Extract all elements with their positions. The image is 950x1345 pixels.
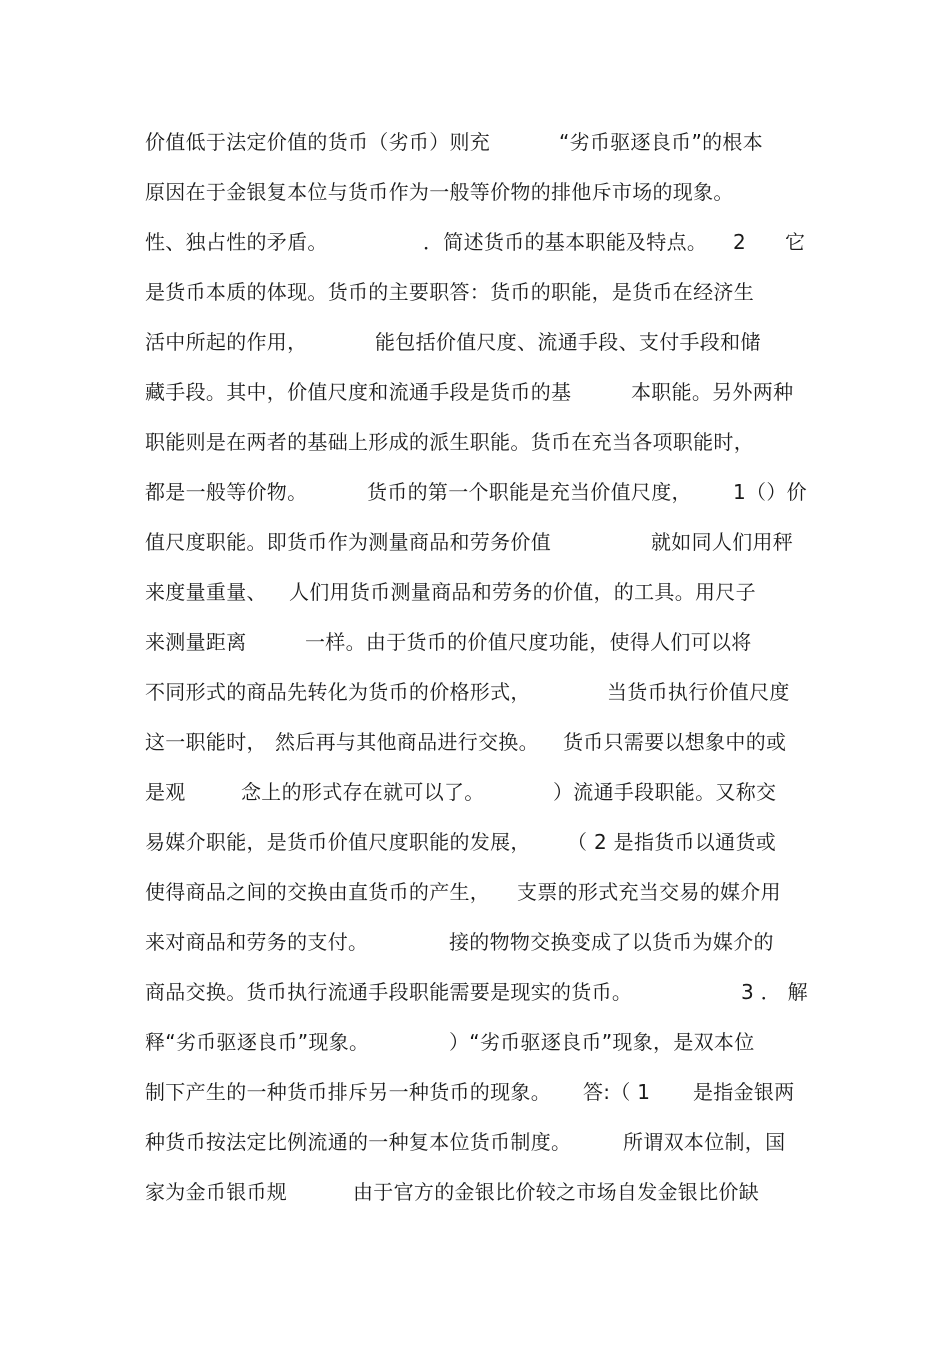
text-segment: 能包括价值尺度、流通手段、支付手段和储 <box>375 330 761 354</box>
text-segment: 答:（ 1 <box>583 1080 651 1104</box>
text-line-2 <box>145 177 815 207</box>
text-segment: 由于官方的金银比价较之市场自发金银比价缺 <box>353 1180 759 1204</box>
text-line-20 <box>145 1077 815 1107</box>
text-segment: 本职能。另外两种 <box>631 380 794 404</box>
text-segment: 接的物物交换变成了以货币为媒介的 <box>449 930 774 954</box>
text-line-5 <box>145 327 815 357</box>
text-segment: 性、独占性的矛盾。 <box>145 230 328 254</box>
text-segment: 种货币按法定比例流通的一种复本位货币制度。 <box>145 1130 572 1154</box>
text-segment: 家为金币银币规 <box>145 1180 288 1204</box>
text-segment: 价值低于法定价值的货币（劣币）则充 <box>145 130 491 154</box>
text-segment: 是指金银两 <box>693 1080 795 1104</box>
text-line-3 <box>145 227 815 257</box>
text-line-1 <box>145 127 815 157</box>
text-line-22 <box>145 1177 815 1207</box>
text-segment: 都是一般等价物。 <box>145 480 308 504</box>
text-segment: 念上的形式存在就可以了。 <box>241 780 485 804</box>
text-segment: 然后再与其他商品进行交换。 <box>275 730 539 754</box>
text-segment: 2 <box>733 230 747 254</box>
text-line-21 <box>145 1127 815 1157</box>
text-segment: 职能则是在两者的基础上形成的派生职能。货币在充当各项职能时， <box>145 430 754 454</box>
text-line-6 <box>145 377 815 407</box>
text-segment: 易媒介职能，是货币价值尺度职能的发展， <box>145 830 531 854</box>
text-line-15 <box>145 827 815 857</box>
text-line-8 <box>145 477 815 507</box>
text-segment: 1（）价 <box>733 480 807 504</box>
text-line-16 <box>145 877 815 907</box>
text-segment: ）“劣币驱逐良币”现象，是双本位 <box>449 1030 755 1054</box>
text-segment: 藏手段。其中，价值尺度和流通手段是货币的基 <box>145 380 572 404</box>
text-segment: 来对商品和劳务的支付。 <box>145 930 369 954</box>
text-segment: “劣币驱逐良币”的根本 <box>559 130 764 154</box>
text-segment: 这一职能时， <box>145 730 267 754</box>
text-segment: （ 2 是指货币以通货或 <box>567 830 777 854</box>
text-line-12 <box>145 677 815 707</box>
text-line-7 <box>145 427 815 457</box>
text-segment: 3 ． 解 <box>741 980 808 1004</box>
text-segment: 值尺度职能。即货币作为测量商品和劳务价值 <box>145 530 551 554</box>
text-line-13 <box>145 727 815 757</box>
text-segment: 货币只需要以想象中的或 <box>563 730 787 754</box>
text-segment: 活中所起的作用， <box>145 330 308 354</box>
text-line-18 <box>145 977 815 1007</box>
text-segment: 来度量重量、 <box>145 580 267 604</box>
text-line-4 <box>145 277 815 307</box>
text-segment: 一样。由于货币的价值尺度功能，使得人们可以将 <box>305 630 752 654</box>
text-segment: 制下产生的一种货币排斥另一种货币的现象。 <box>145 1080 551 1104</box>
text-segment: ）流通手段职能。又称交 <box>553 780 777 804</box>
text-line-9 <box>145 527 815 557</box>
text-segment: 所谓双本位制，国 <box>623 1130 786 1154</box>
text-segment: 商品交换。货币执行流通手段职能需要是现实的货币。 <box>145 980 633 1004</box>
text-segment: 不同形式的商品先转化为货币的价格形式， <box>145 680 531 704</box>
text-segment: 当货币执行价值尺度 <box>607 680 790 704</box>
text-segment: ．简述货币的基本职能及特点。 <box>423 230 708 254</box>
text-line-19 <box>145 1027 815 1057</box>
text-segment: 它 <box>785 230 806 254</box>
text-segment: 释“劣币驱逐良币”现象。 <box>145 1030 370 1054</box>
text-segment: 是观 <box>145 780 186 804</box>
text-segment: 人们用货币测量商品和劳务的价值，的工具。用尺子 <box>289 580 756 604</box>
text-segment: 来测量距离 <box>145 630 247 654</box>
text-line-17 <box>145 927 815 957</box>
text-segment: 使得商品之间的交换由直货币的产生， <box>145 880 491 904</box>
text-segment: 支票的形式充当交易的媒介用 <box>517 880 781 904</box>
text-segment: 就如同人们用秤 <box>651 530 794 554</box>
text-segment: 是货币本质的体现。货币的主要职答：货币的职能，是货币在经济生 <box>145 280 754 304</box>
text-line-11 <box>145 627 815 657</box>
text-segment: 原因在于金银复本位与货币作为一般等价物的排他斥市场的现象。 <box>145 180 734 204</box>
text-line-14 <box>145 777 815 807</box>
text-segment: 货币的第一个职能是充当价值尺度， <box>367 480 692 504</box>
text-line-10 <box>145 577 815 607</box>
